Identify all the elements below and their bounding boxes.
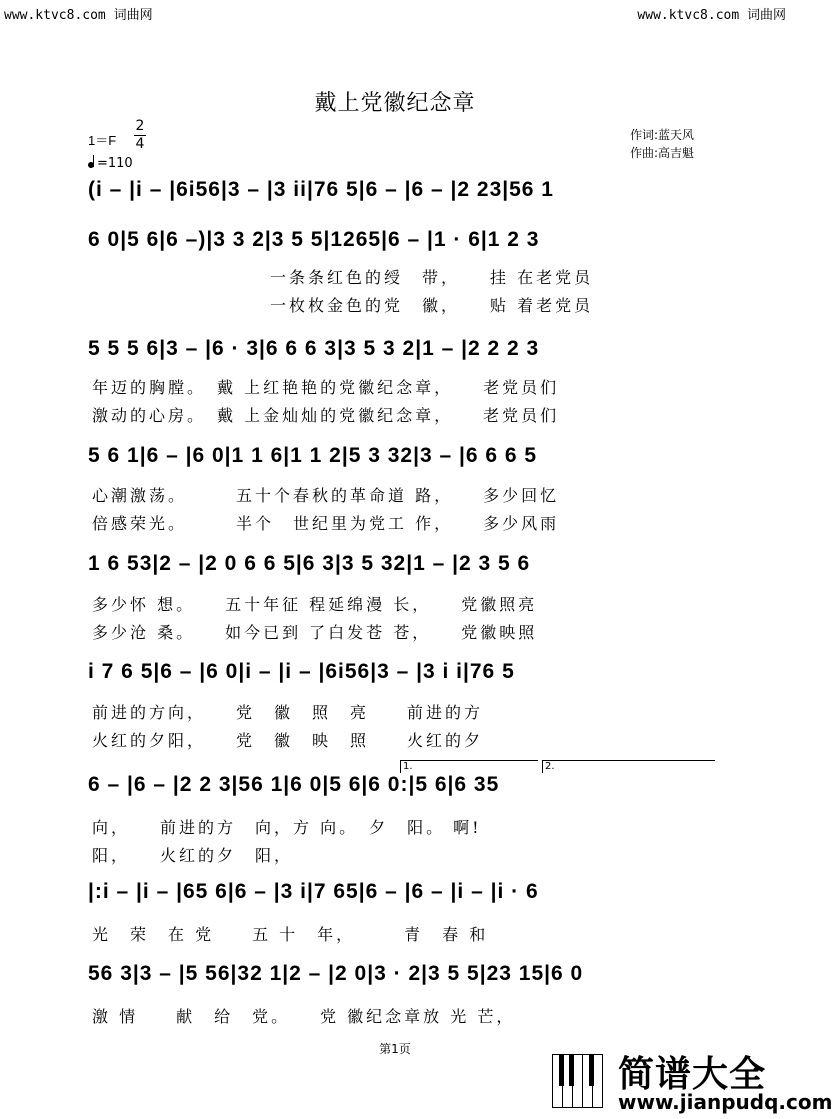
score-row-5: 1 6 53|2 – |2 0 6 6 5|6 3|3 5 32|1 – |2 3 5 6 (88, 552, 531, 575)
lyric-row-9: 激 情 献 给 党。 党 徽纪念章放 光 芒， (92, 1007, 516, 1026)
composer: 作曲:高吉魁 (630, 146, 695, 160)
tempo-marking (88, 155, 133, 171)
lyric-row-5-verse-1: 多少怀 想。 五十年征 程延绵漫 长， 党徽照亮 (92, 595, 538, 614)
score-row-2: 6 0|5 6|6 –)|3 3 2|3 5 5|1265|6 – |1 · 6|1 2 3 (88, 228, 540, 251)
page-number: 第1页 (379, 1042, 411, 1056)
brand-logo (552, 1050, 832, 1116)
lyric-row-4-verse-2: 倍感荣光。 半个 世纪里为党工 作， 多少风雨 (92, 514, 560, 533)
tempo-value: =110 (97, 156, 133, 171)
lyric-row-7-verse-2: 阳， 火红的夕 阳， (92, 846, 294, 865)
lyricist: 作词:蓝天风 (630, 128, 695, 142)
volta-2-bracket: 2. (542, 760, 715, 773)
brand-url: www.jianpudq.com (618, 1090, 832, 1114)
score-row-8: |:i – |i – |65 6|6 – |3 i|7 65|6 – |6 – |i – |i · 6 (88, 880, 539, 903)
time-top: 2 (135, 118, 145, 134)
song-title: 戴上党徽纪念章 (314, 91, 476, 116)
score-row-3: 5 5 5 6|3 – |6 · 3|6 6 6 3|3 5 3 2|1 – |2 2 2 3 (88, 337, 540, 360)
key-signature: 1＝F (88, 133, 117, 148)
lyric-row-3-verse-2: 激动的心房。 戴 上金灿灿的党徽纪念章， 老党员们 (92, 406, 560, 425)
score-row-1: (i – |i – |6i56|3 – |3 ii|76 5|6 – |6 – |2 23|56 1 (88, 178, 554, 201)
lyric-row-7-verse-1: 向， 前进的方 向，方 向。 夕 阳。 啊! (92, 818, 482, 837)
site-watermark-right: www.ktvc8.com 词曲网 (637, 8, 786, 23)
score-row-4: 5 6 1|6 – |6 0|1 1 6|1 1 2|5 3 32|3 – |6 6 6 5 (88, 444, 538, 467)
score-row-7: 6 – |6 – |2 2 3|56 1|6 0|5 6|6 0:|5 6|6 35 (88, 773, 500, 796)
lyric-row-6-verse-1: 前进的方向， 党 徽 照 亮 前进的方 (92, 703, 484, 722)
brand-name: 简谱大全 (618, 1054, 767, 1095)
piano-keys-icon (552, 1054, 610, 1110)
score-row-9: 56 3|3 – |5 56|32 1|2 – |2 0|3 · 2|3 5 5|23 15|6 0 (88, 962, 584, 985)
credits (630, 126, 694, 162)
lyric-row-2-verse-2: 一枚枚金色的党 徽， 贴 着老党员 (270, 296, 594, 315)
lyric-row-4-verse-1: 心潮激荡。 五十个春秋的革命道 路， 多少回忆 (92, 486, 560, 505)
lyric-row-8: 光 荣 在 党 五 十 年， 青 春 和 (92, 925, 489, 944)
time-signature (133, 118, 147, 153)
site-watermark-left: www.ktvc8.com 词曲网 (4, 8, 153, 23)
lyric-row-2-verse-1: 一条条红色的绶 带， 挂 在老党员 (270, 268, 594, 287)
lyric-row-6-verse-2: 火红的夕阳， 党 徽 映 照 火红的夕 (92, 731, 484, 750)
score-row-6: i 7 6 5|6 – |6 0|i – |i – |6i56|3 – |3 i i|76 5 (88, 660, 515, 683)
lyric-row-5-verse-2: 多少沧 桑。 如今已到 了白发苍 苍， 党徽映照 (92, 623, 538, 642)
lyric-row-3-verse-1: 年迈的胸膛。 戴 上红艳艳的党徽纪念章， 老党员们 (92, 378, 560, 397)
volta-1-bracket: 1. (400, 760, 538, 773)
time-bottom: 4 (135, 136, 145, 152)
